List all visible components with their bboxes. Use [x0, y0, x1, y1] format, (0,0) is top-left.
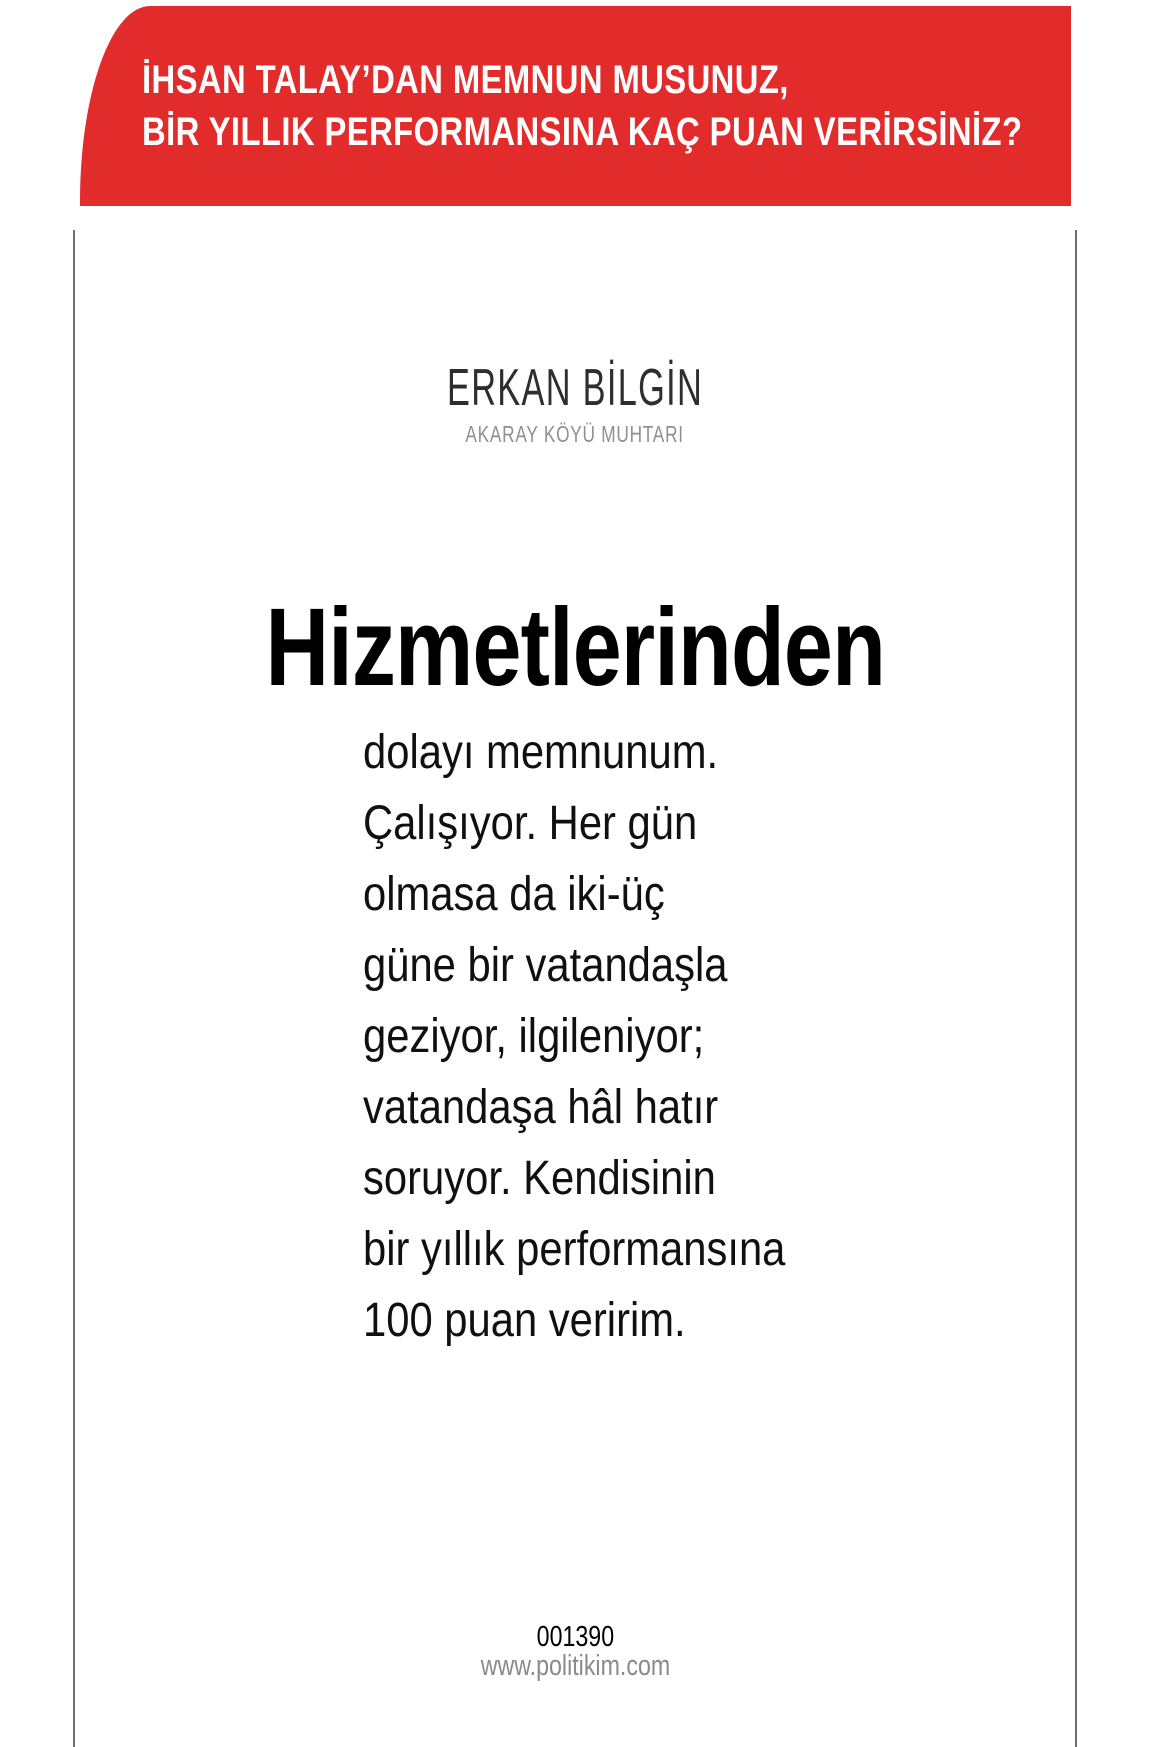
quote-line: 100 puan veririm. — [363, 1294, 686, 1347]
banner-question-line2: BİR YILLIK PERFORMANSINA KAÇ PUAN VERİRSİNİZ? — [142, 110, 1023, 154]
quote-line: geziyor, ilgileniyor; — [363, 1010, 705, 1063]
person-title — [0, 421, 1150, 448]
quote-line: güne bir vatandaşla — [363, 939, 728, 992]
person-title-text: AKARAY KÖYÜ MUHTARI — [465, 421, 685, 447]
banner-question-line1: İHSAN TALAY’DAN MEMNUN MUSUNUZ, — [142, 58, 789, 102]
footer-code-text: 001390 — [536, 1621, 614, 1653]
quote-line: bir yıllık performansına — [363, 1223, 786, 1276]
footer-website — [0, 1650, 1150, 1683]
quote-body — [363, 717, 785, 1356]
footer-website-text: www.politikim.com — [480, 1650, 670, 1682]
quote-line: soruyor. Kendisinin — [363, 1152, 716, 1205]
quote-line: olmasa da iki-üç — [363, 868, 665, 921]
quote-line: Çalışıyor. Her gün — [363, 797, 698, 850]
quote-headline-text: Hizmetlerinden — [265, 586, 885, 709]
person-name — [0, 358, 1150, 418]
question-banner — [80, 6, 1071, 206]
quote-headline — [0, 586, 1150, 709]
quote-line: vatandaşa hâl hatır — [363, 1081, 719, 1134]
quote-line: dolayı memnunum. — [363, 726, 719, 779]
person-name-text: ERKAN BİLGİN — [446, 359, 704, 417]
